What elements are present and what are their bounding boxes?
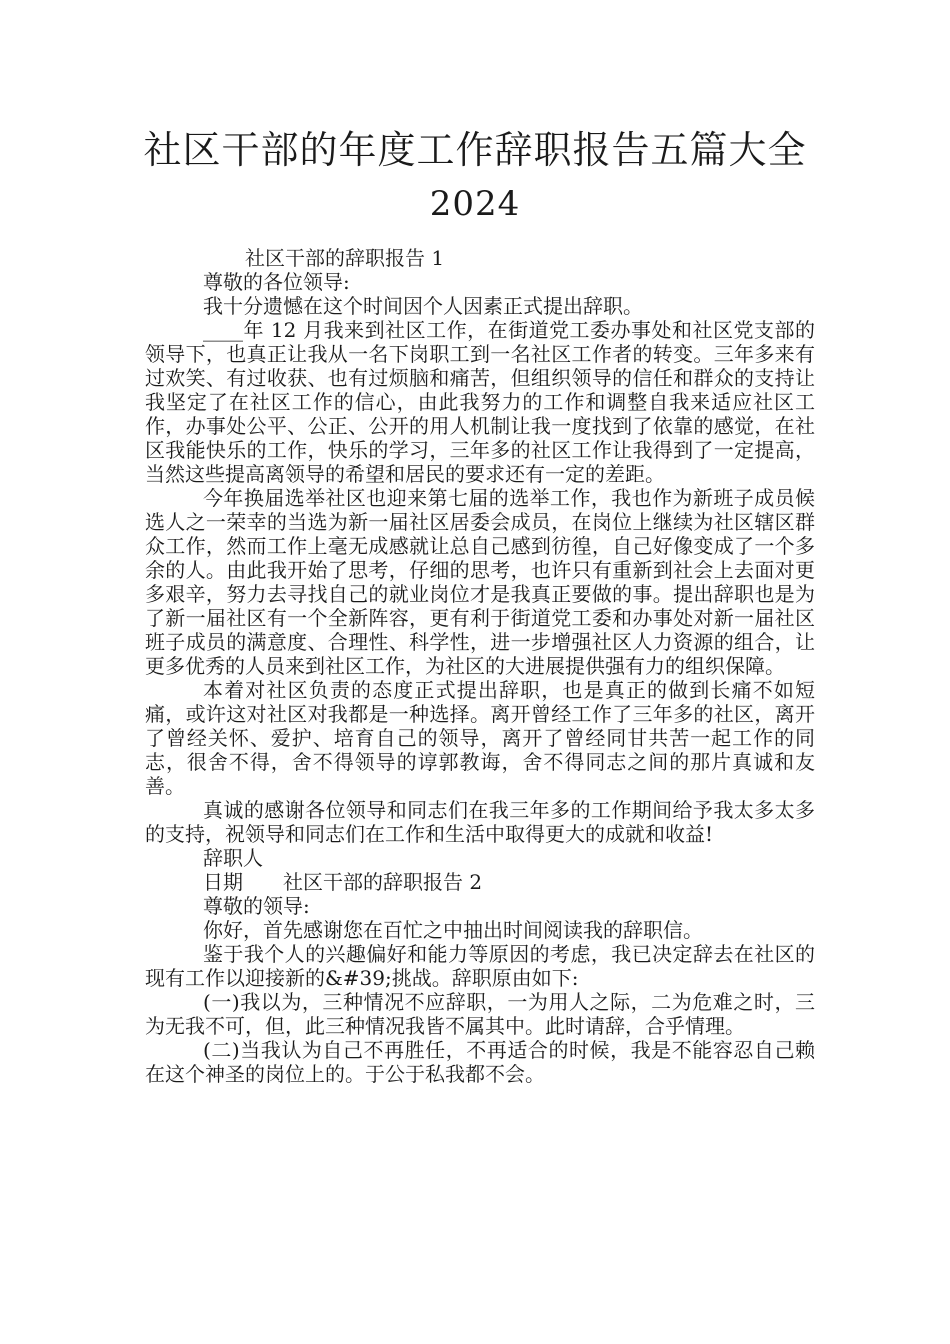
document-body <box>145 246 815 1086</box>
date-and-section-heading: 日期 社区干部的辞职报告 2 <box>203 870 483 894</box>
paragraph: (一)我以为，三种情况不应辞职，一为用人之际，二为危难之时，三为无我不可，但，此三种情况我皆不属其中。此时请辞，合乎情理。 <box>145 990 815 1038</box>
paragraph: 你好，首先感谢您在百忙之中抽出时间阅读我的辞职信。 <box>203 918 703 942</box>
salutation: 尊敬的领导: <box>203 894 310 918</box>
paragraph: ____年 12 月我来到社区工作，在街道党工委办事处和社区党支部的领导下，也真正让我从一名下岗职工到一名社区工作者的转变。三年多来有过欢笑、有过收获、也有过烦脑和痛苦，但组织领导的信任和群众的支持让我坚定了在社区工作的信心，由此我努力的工作和调整自我来适应社区工作，办事处公平、公正、公开的用人机制让我一度找到了依靠的感觉，在社区我能快乐的工作，快乐的学习，三年多的社区工作让我得到了一定提高，当然这些提高离领导的希望和居民的要求还有一定的差距。 <box>145 318 815 486</box>
paragraph: 我十分遗憾在这个时间因个人因素正式提出辞职。 <box>203 294 643 318</box>
document-title-year: 2024 <box>429 184 521 224</box>
paragraph: 真诚的感谢各位领导和同志们在我三年多的工作期间给予我太多太多的支持，祝领导和同志们在工作和生活中取得更大的成就和收益! <box>145 798 815 846</box>
document-title: 社区干部的年度工作辞职报告五篇大全 <box>143 128 807 172</box>
paragraph: 今年换届选举社区也迎来第七届的选举工作，我也作为新班子成员候选人之一荣幸的当选为新一届社区居委会成员，在岗位上继续为社区辖区群众工作，然而工作上毫无成感就让总自己感到彷徨，自己好像变成了一个多余的人。由此我开始了思考，仔细的思考，也许只有重新到社会上去面对更多艰辛，努力去寻找自己的就业岗位才是我真正要做的事。提出辞职也是为了新一届社区有一个全新阵容，更有利于街道党工委和办事处对新一届社区班子成员的满意度、合理性、科学性，进一步增强社区人力资源的组合，让更多优秀的人员来到社区工作，为社区的大进展提供强有力的组织保障。 <box>145 486 815 678</box>
paragraph: 鉴于我个人的兴趣偏好和能力等原因的考虑，我已决定辞去在社区的现有工作以迎接新的&#39;挑战。辞职原由如下: <box>145 942 815 990</box>
paragraph: (二)当我认为自己不再胜任，不再适合的时候，我是不能容忍自己赖在这个神圣的岗位上的。于公于私我都不会。 <box>145 1038 815 1086</box>
section-heading: 社区干部的辞职报告 1 <box>245 246 445 270</box>
signature-line: 辞职人 <box>203 846 263 870</box>
paragraph: 本着对社区负责的态度正式提出辞职，也是真正的做到长痛不如短痛，或许这对社区对我都是一种选择。离开曾经工作了三年多的社区，离开了曾经关怀、爱护、培育自己的领导，离开了曾经同甘共苦一起工作的同志，很舍不得，舍不得领导的谆郭教诲，舍不得同志之间的那片真诚和友善。 <box>145 678 815 798</box>
salutation: 尊敬的各位领导: <box>203 270 350 294</box>
